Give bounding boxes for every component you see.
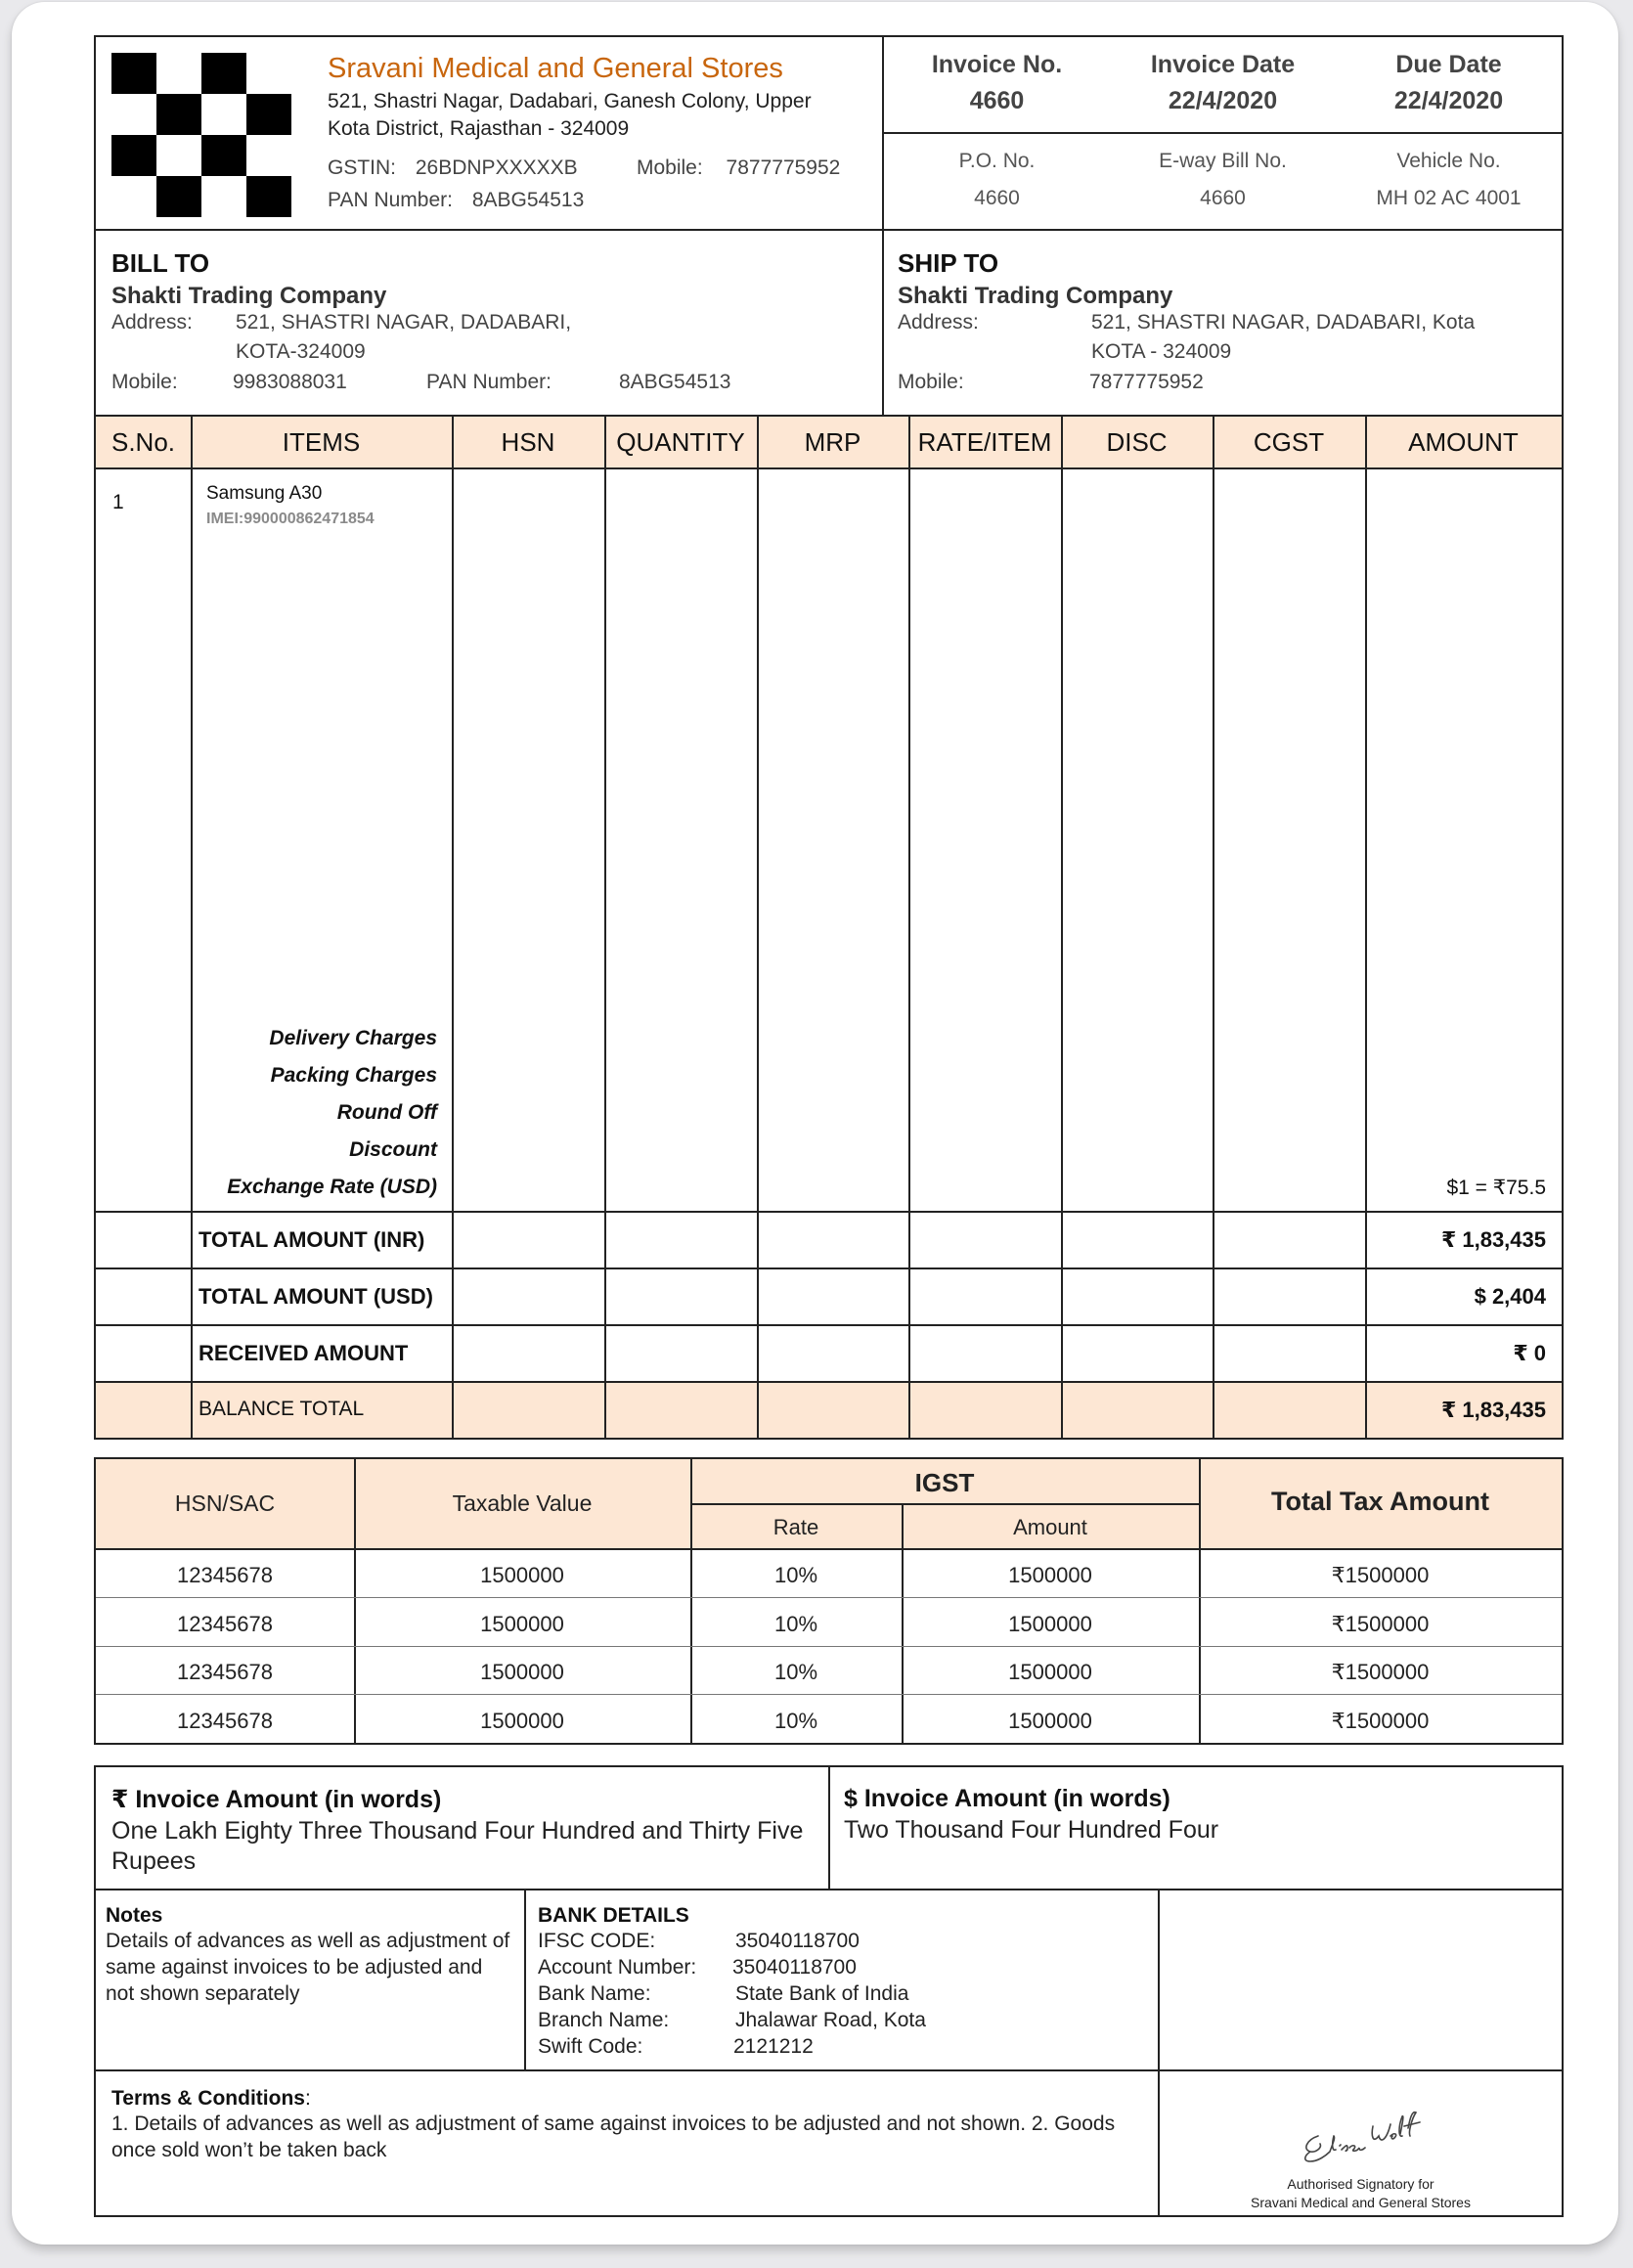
- total-inr-label: TOTAL AMOUNT (INR): [199, 1227, 425, 1252]
- total-inr-value: ₹ 1,83,435: [1440, 1227, 1546, 1252]
- tax-cell-rate: 10%: [773, 1708, 818, 1733]
- tax-header-hsn: HSN/SAC: [174, 1490, 276, 1516]
- bank-row-branch: [538, 2007, 1144, 2033]
- tax-cell-hsn: 12345678: [177, 1611, 273, 1636]
- item-name: Samsung A30: [206, 483, 323, 504]
- mobile-value: 7877775952: [726, 156, 841, 179]
- col-header-cgst: CGST: [1253, 427, 1325, 457]
- ship-to-name: Shakti Trading Company: [898, 283, 1173, 309]
- col-divider: [604, 417, 606, 1438]
- bill-to-pan-label: PAN Number:: [426, 371, 552, 393]
- bank-row-account: [538, 1954, 1144, 1980]
- item-sno: 1: [112, 491, 124, 513]
- tax-header-taxable: Taxable Value: [452, 1490, 593, 1516]
- bank-divider: [1158, 1890, 1160, 2071]
- bill-to-pan-value: 8ABG54513: [619, 371, 731, 393]
- tax-cell-amount: 1500000: [1008, 1563, 1092, 1587]
- amount-in-words-section: [94, 1765, 1564, 1890]
- tax-header-rate: Rate: [772, 1515, 819, 1539]
- tax-cell-taxable: 1500000: [480, 1660, 564, 1684]
- signatory-line2: Sravani Medical and General Stores: [1251, 2195, 1471, 2210]
- invoice-card: [12, 2, 1618, 2245]
- tax-header-total: Total Tax Amount: [1271, 1487, 1489, 1516]
- total-usd-value: $ 2,404: [1474, 1284, 1546, 1309]
- usd-words-text: Two Thousand Four Hundred Four: [844, 1816, 1219, 1844]
- eway-bill-cell: [1110, 150, 1336, 210]
- eway-bill-label: E-way Bill No.: [1159, 150, 1287, 172]
- col-header-disc: DISC: [1106, 427, 1168, 457]
- po-number-value: 4660: [974, 187, 1020, 209]
- round-off-label: Round Off: [336, 1101, 437, 1124]
- bank-ifsc-label: IFSC CODE:: [538, 1930, 656, 1952]
- col-divider: [757, 417, 759, 1438]
- tax-summary-table: [94, 1457, 1564, 1745]
- vehicle-number-value: MH 02 AC 4001: [1376, 187, 1522, 209]
- invoice-header: [94, 35, 1564, 231]
- tax-cell-total: ₹1500000: [1331, 1708, 1430, 1733]
- balance-total-value: ₹ 1,83,435: [1440, 1398, 1546, 1422]
- ship-to-block: [898, 248, 1553, 393]
- bill-to-mobile-label: Mobile:: [111, 371, 178, 393]
- tax-cell-hsn: 12345678: [177, 1660, 273, 1684]
- ship-to-mobile-value: 7877775952: [1089, 371, 1204, 393]
- col-header-items: ITEMS: [282, 427, 361, 457]
- eway-bill-value: 4660: [1200, 187, 1246, 209]
- store-address-line2: Kota District, Rajasthan - 324009: [328, 117, 630, 140]
- invoice-number-cell: [884, 51, 1110, 115]
- invoice-date-value: 22/4/2020: [1168, 87, 1278, 114]
- inr-words-block: [111, 1785, 816, 1877]
- ship-to-address-label: Address:: [898, 311, 979, 334]
- igst-divider: [690, 1503, 1199, 1505]
- signature-block: [1160, 2071, 1562, 2215]
- col-divider: [690, 1459, 692, 1743]
- col-header-amount: AMOUNT: [1408, 427, 1519, 457]
- invoice-meta-primary: [884, 37, 1562, 134]
- store-mobile-row: [637, 156, 840, 180]
- pan-label: PAN Number:: [328, 189, 453, 211]
- received-amount-label: RECEIVED AMOUNT: [199, 1341, 409, 1365]
- tax-cell-total: ₹1500000: [1331, 1611, 1430, 1636]
- ship-to-address-line2: KOTA - 324009: [1091, 340, 1232, 363]
- due-date-value: 22/4/2020: [1393, 87, 1504, 114]
- signatory-line1: Authorised Signatory for: [1287, 2176, 1434, 2192]
- due-date-cell: [1336, 51, 1562, 115]
- bill-ship-divider: [882, 229, 884, 417]
- row-divider: [96, 1381, 1562, 1383]
- inr-words-text: One Lakh Eighty Three Thousand Four Hundred and Thirty Five Rupees: [111, 1817, 804, 1875]
- col-divider: [452, 417, 454, 1438]
- col-divider: [1365, 417, 1367, 1438]
- tax-cell-amount: 1500000: [1008, 1611, 1092, 1636]
- vehicle-number-label: Vehicle No.: [1396, 150, 1501, 172]
- signature-icon: [1297, 2107, 1434, 2165]
- exchange-rate-value: $1 = ₹75.5: [1446, 1177, 1546, 1199]
- bill-to-title: BILL TO: [111, 248, 210, 278]
- discount-label: Discount: [349, 1138, 437, 1161]
- bill-to-block: [111, 248, 874, 393]
- col-divider: [191, 417, 193, 1438]
- bank-name-value: State Bank of India: [735, 1982, 909, 2005]
- tax-cell-total: ₹1500000: [1331, 1660, 1430, 1684]
- notes-text: Details of advances as well as adjustment of same against invoices to be adjusted and not shown separately: [106, 1930, 510, 2005]
- tax-header-amount: Amount: [1013, 1515, 1087, 1539]
- packing-charges-label: Packing Charges: [270, 1064, 437, 1087]
- col-divider: [908, 417, 910, 1438]
- bill-to-mobile-value: 9983088031: [233, 371, 347, 393]
- bank-account-value: 35040118700: [732, 1956, 857, 1979]
- invoice-number-label: Invoice No.: [931, 51, 1063, 78]
- ship-to-address-line1: 521, SHASTRI NAGAR, DADABARI, Kota: [1091, 311, 1476, 334]
- item-imei: IMEI:990000862471854: [206, 511, 375, 527]
- tax-cell-hsn: 12345678: [177, 1708, 273, 1733]
- gstin-label: GSTIN:: [328, 156, 397, 179]
- col-divider: [1061, 417, 1063, 1438]
- usd-words-title: $ Invoice Amount (in words): [844, 1785, 1170, 1812]
- bill-to-name: Shakti Trading Company: [111, 283, 387, 309]
- checkerboard-logo-icon: [111, 53, 291, 217]
- bank-ifsc-value: 35040118700: [735, 1930, 860, 1952]
- words-divider: [828, 1767, 830, 1890]
- ship-to-title: SHIP TO: [898, 248, 999, 278]
- vehicle-number-cell: [1336, 150, 1562, 210]
- gstin-value: 26BDNPXXXXXB: [415, 156, 578, 179]
- balance-total-label: BALANCE TOTAL: [199, 1398, 365, 1420]
- col-divider: [1213, 417, 1214, 1438]
- due-date-label: Due Date: [1395, 51, 1502, 78]
- bill-ship-section: [94, 229, 1564, 417]
- row-divider: [96, 1548, 1562, 1550]
- row-divider: [96, 1694, 1562, 1695]
- tax-cell-rate: 10%: [773, 1611, 818, 1636]
- items-table: [94, 415, 1564, 1440]
- bank-branch-label: Branch Name:: [538, 2009, 670, 2031]
- bank-branch-value: Jhalawar Road, Kota: [735, 2009, 926, 2031]
- mobile-label: Mobile:: [637, 156, 703, 179]
- tax-cell-amount: 1500000: [1008, 1708, 1092, 1733]
- store-name: Sravani Medical and General Stores: [328, 53, 783, 84]
- usd-words-block: [844, 1785, 1548, 1846]
- col-header-hsn: HSN: [501, 427, 555, 457]
- tax-cell-taxable: 1500000: [480, 1563, 564, 1587]
- tax-cell-taxable: 1500000: [480, 1611, 564, 1636]
- store-gstin-row: [328, 156, 578, 180]
- po-number-label: P.O. No.: [958, 150, 1036, 172]
- notes-divider: [524, 1890, 526, 2071]
- col-header-quantity: QUANTITY: [616, 427, 745, 457]
- bank-details-title: BANK DETAILS: [538, 1904, 689, 1927]
- total-usd-label: TOTAL AMOUNT (USD): [199, 1284, 433, 1309]
- bank-row-name: [538, 1980, 1144, 2007]
- row-divider: [96, 1324, 1562, 1326]
- bill-to-address-label: Address:: [111, 311, 193, 334]
- invoice-meta-secondary: [884, 134, 1562, 229]
- notes-bank-section: [94, 1889, 1564, 2071]
- tax-header-igst: IGST: [914, 1468, 975, 1497]
- po-number-cell: [884, 150, 1110, 210]
- pan-value: 8ABG54513: [471, 189, 585, 211]
- terms-signature-section: [94, 2069, 1564, 2217]
- row-divider: [96, 467, 1562, 469]
- bank-swift-label: Swift Code:: [538, 2035, 643, 2058]
- tax-cell-amount: 1500000: [1008, 1660, 1092, 1684]
- exchange-rate-label: Exchange Rate (USD): [227, 1176, 437, 1198]
- notes-block: [106, 1904, 516, 2007]
- terms-title-text: Terms & Conditions: [111, 2087, 305, 2110]
- row-divider: [96, 1211, 1562, 1213]
- charges-list: [191, 1015, 437, 1211]
- bank-row-swift: [538, 2033, 1144, 2060]
- tax-cell-rate: 10%: [773, 1660, 818, 1684]
- bank-name-label: Bank Name:: [538, 1982, 651, 2005]
- notes-title: Notes: [106, 1904, 163, 1927]
- invoice-date-cell: [1110, 51, 1336, 115]
- invoice-number-value: 4660: [969, 87, 1025, 114]
- store-address-line1: 521, Shastri Nagar, Dadabari, Ganesh Colony, Upper: [328, 90, 812, 112]
- terms-title: Terms & Conditions:: [111, 2087, 311, 2110]
- received-amount-value: ₹ 0: [1513, 1341, 1546, 1365]
- delivery-charges-label: Delivery Charges: [269, 1027, 437, 1049]
- terms-block: [111, 2087, 1148, 2163]
- col-header-mrp: MRP: [804, 427, 861, 457]
- bill-to-address-line2: KOTA-324009: [236, 340, 366, 363]
- terms-text: 1. Details of advances as well as adjustment of same against invoices to be adjusted and not shown. 2. Goods once sold won’t be taken back: [111, 2112, 1116, 2161]
- bank-row-ifsc: [538, 1928, 1144, 1954]
- col-header-rate: RATE/ITEM: [917, 427, 1052, 457]
- col-header-sno: S.No.: [110, 427, 176, 457]
- bank-swift-value: 2121212: [733, 2035, 814, 2058]
- tax-cell-total: ₹1500000: [1331, 1563, 1430, 1587]
- inr-words-title: ₹ Invoice Amount (in words): [111, 1786, 442, 1813]
- invoice-date-label: Invoice Date: [1150, 51, 1296, 78]
- tax-cell-taxable: 1500000: [480, 1708, 564, 1733]
- bill-to-address-line1: 521, SHASTRI NAGAR, DADABARI,: [236, 311, 572, 334]
- tax-cell-hsn: 12345678: [177, 1563, 273, 1587]
- row-divider: [96, 1597, 1562, 1598]
- bank-details-block: [538, 1904, 1144, 2060]
- bank-account-label: Account Number:: [538, 1956, 697, 1979]
- store-pan-row: [328, 189, 584, 212]
- row-divider: [96, 1267, 1562, 1269]
- tax-cell-rate: 10%: [773, 1563, 818, 1587]
- ship-to-mobile-label: Mobile:: [898, 371, 964, 393]
- row-divider: [96, 1646, 1562, 1647]
